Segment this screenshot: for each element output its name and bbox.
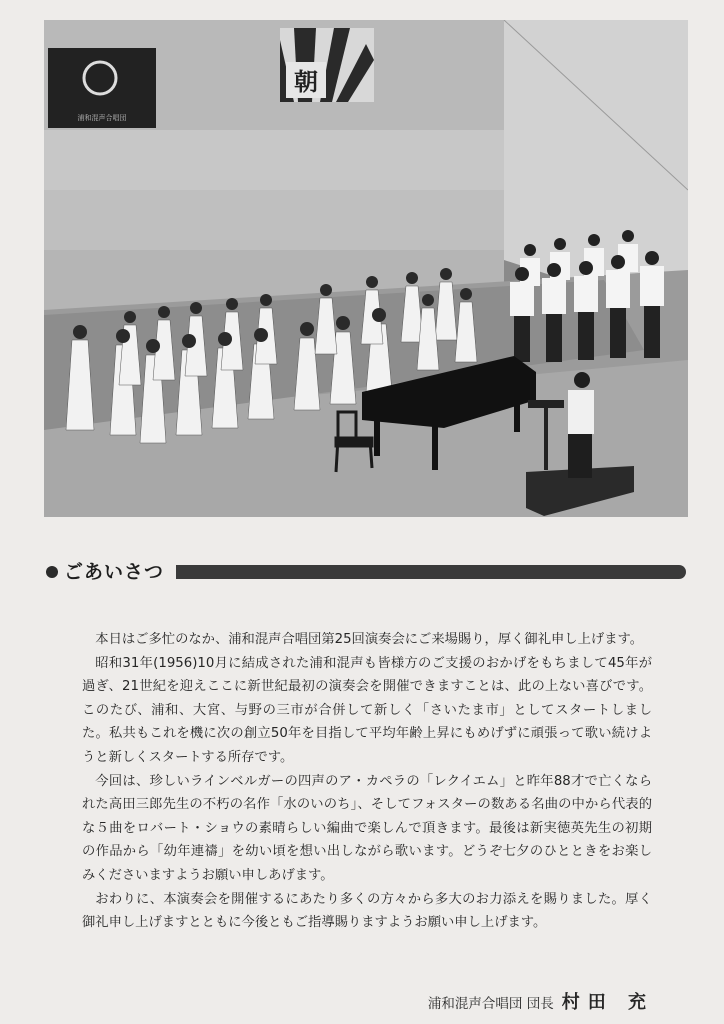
greeting-paragraph-3: 今回は、珍しいラインベルガーの四声のア・カペラの「レクイエム」と昨年88才で亡くなられた高田三郎先生の不朽の名作「水のいのち」、そしてフォスターの数ある名曲の中から代表的な５曲をロバート・ショウの素晴らしい編曲で楽しんで頂きます。最後は新実徳英先生の初期の作品から「幼年連禱」を幼い頃を想い出しながら歌います。どうぞ七夕のひとときをお楽しみくださいますようお願い申しあげます。 [82, 773, 652, 883]
choir-concert-photo [44, 20, 688, 517]
greeting-paragraph-4: おわりに、本演奏会を開催するにあたり多くの方々から多大のお力添えを賜りました。厚く御礼申し上げますとともに今後ともご指導賜りますようお願い申し上げます。 [82, 891, 652, 931]
greeting-heading-row [44, 558, 688, 586]
heading-bullet-icon [46, 566, 58, 578]
greeting-heading: ごあいさつ [64, 561, 165, 583]
heading-bar [176, 565, 686, 579]
banner-left [48, 48, 156, 128]
greeting-body [82, 628, 652, 935]
banner-right-char: 朝 [294, 68, 318, 96]
banner-left-caption: 浦和混声合唱団 [77, 114, 127, 122]
greeting-paragraph-2: 昭和31年(1956)10月に結成された浦和混声も皆様方のご支援のおかげをもちまして45年が過ぎ、21世紀を迎えここに新世紀最初の演奏会を開催できますことは、此の上ない喜びです。このたび、浦和、大宮、与野の三市が合併して新しく「さいたま市」としてスタートしました。私共もこれを機に次の創立50年を目指して平均年齢上昇にもめげずに頑張って歌い続けようと新しくスタートする所存です。 [82, 655, 652, 765]
banner-right [280, 28, 374, 102]
signature [428, 988, 654, 1014]
signature-name: 村田 充 [561, 992, 654, 1013]
signature-org: 浦和混声合唱団 団長 [427, 996, 554, 1012]
greeting-paragraph-1: 本日はご多忙のなか、浦和混声合唱団第25回演奏会にご来場賜り，厚く御礼申し上げます。 [95, 632, 644, 647]
